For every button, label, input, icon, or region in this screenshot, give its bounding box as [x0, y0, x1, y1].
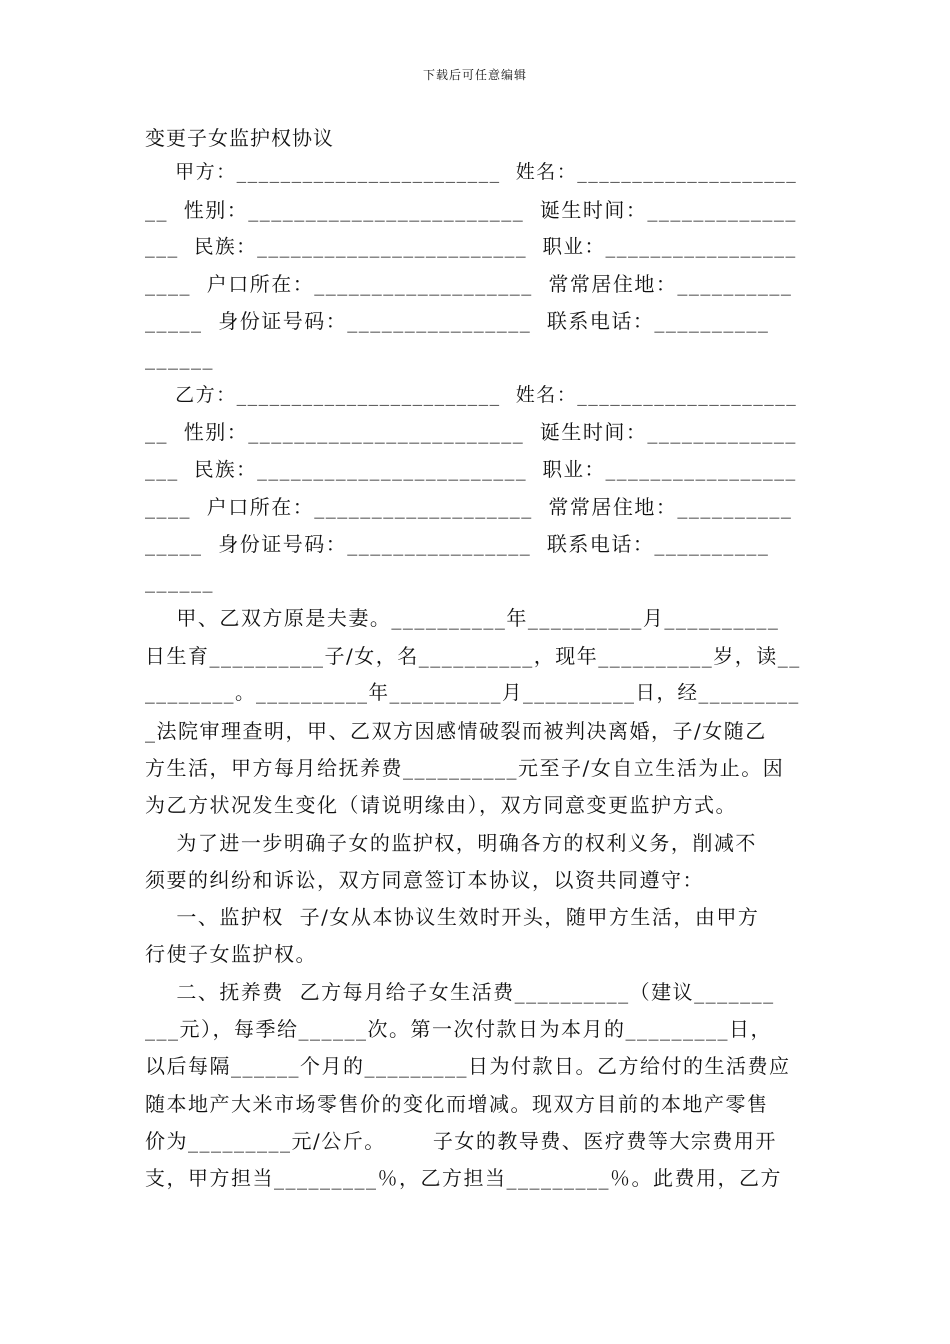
body-line-4: _法院审理查明，甲、乙双方因感情破裂而被判决离婚，子/女随乙: [145, 719, 767, 743]
party-b-line-6: ______: [145, 569, 214, 593]
party-a-line-2: __ 性别：________________________ 诞生时间：_____________: [145, 198, 797, 222]
body-line-3: ________。__________年__________月__________日，经_________: [145, 681, 800, 704]
party-a-line-3: ___ 民族：________________________ 职业：_________________: [145, 235, 797, 258]
party-b-line-3: ___ 民族：________________________ 职业：_________________: [145, 458, 797, 481]
body-line-8: 须要的纠纷和诉讼，双方同意签订本协议，以资共同遵守：: [145, 868, 704, 892]
party-a-line-1: 甲方：________________________ 姓名：____________________: [145, 161, 798, 183]
body-line-13: 以后每隔______个月的_________日为付款日。乙方给付的生活费应: [145, 1054, 791, 1078]
body-line-7: 为了进一步明确子女的监护权，明确各方的权利义务，削减不: [145, 831, 757, 855]
party-a-line-5: _____ 身份证号码：________________ 联系电话：__________: [145, 309, 770, 333]
party-b-line-4: ____ 户口所在：___________________ 常常居住地：__________: [145, 495, 793, 519]
body-line-14: 随本地产大米市场零售价的变化而增减。现双方目前的本地产零售: [145, 1092, 769, 1116]
party-b-line-5: _____ 身份证号码：________________ 联系电话：__________: [145, 532, 770, 556]
body-line-9: 一、监护权 子/女从本协议生效时开头，随甲方生活，由甲方: [145, 905, 760, 929]
party-a-line-6: ______: [145, 346, 214, 370]
body-line-5: 方生活，甲方每月给抚养费__________元至子/女自立生活为止。因: [145, 756, 785, 780]
header-note: 下载后可任意编辑: [422, 68, 527, 82]
body-line-6: 为乙方状况发生变化（请说明缘由），双方同意变更监护方式。: [145, 793, 737, 817]
party-b-line-2: __ 性别：________________________ 诞生时间：_____________: [145, 420, 797, 444]
party-b-line-1: 乙方：________________________ 姓名：____________________: [145, 384, 798, 406]
body-line-10: 行使子女监护权。: [145, 942, 317, 966]
body-line-16: 支，甲方担当_________％，乙方担当_________％。此费用，乙方: [145, 1166, 782, 1190]
body-line-12: ___元），每季给______次。第一次付款日为本月的_________日，: [145, 1017, 772, 1041]
document-title: 变更子女监护权协议: [145, 126, 334, 150]
body-line-2: 日生育__________子/女，名__________，现年__________岁，读__: [145, 644, 801, 668]
party-a-line-4: ____ 户口所在：___________________ 常常居住地：__________: [145, 272, 793, 296]
body-line-11: 二、抚养费 乙方每月给子女生活费__________（建议_______: [145, 980, 775, 1004]
body-line-1: 甲、乙双方原是夫妻。__________年__________月__________: [145, 606, 780, 630]
body-line-15: 价为_________元/公斤。 子女的教导费、医疗费等大宗费用开: [145, 1129, 777, 1153]
